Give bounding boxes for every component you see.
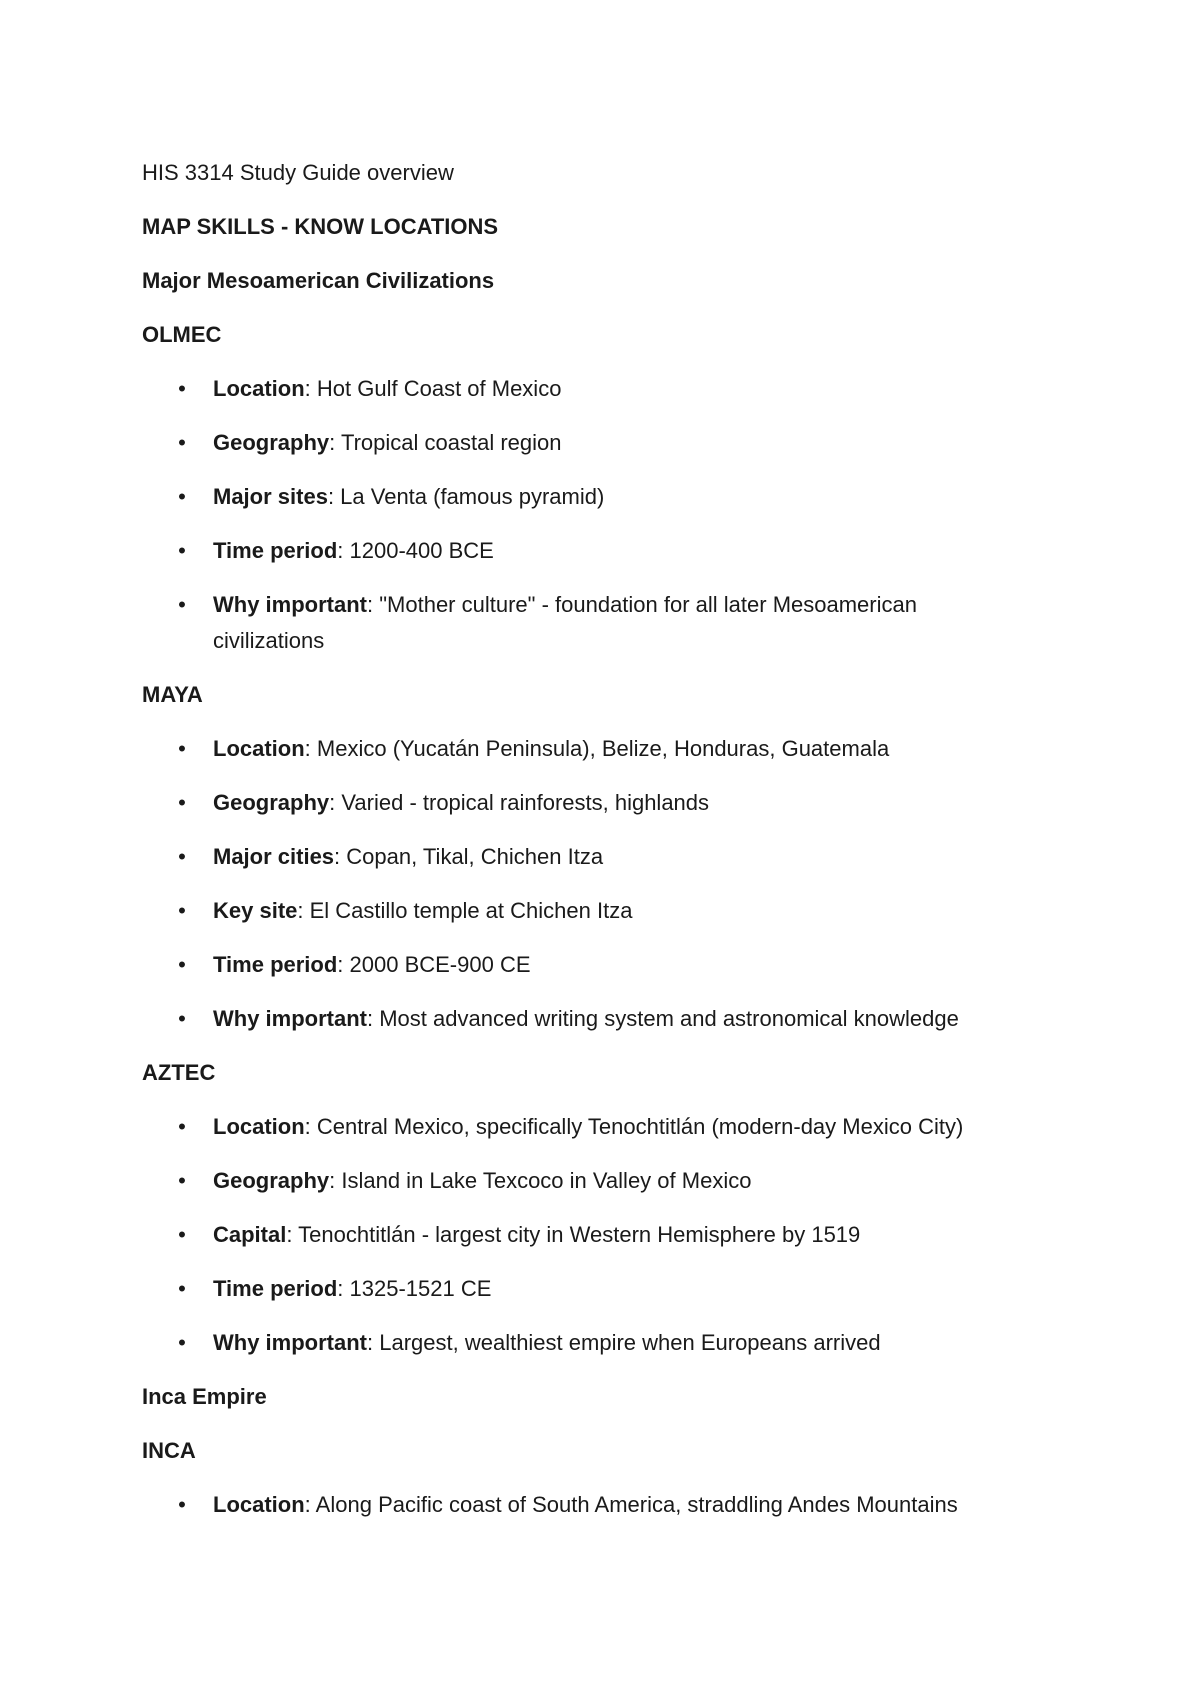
fact-key: Time period	[213, 952, 338, 977]
fact-value: : La Venta (famous pyramid)	[327, 484, 605, 509]
list-item	[142, 1163, 1022, 1199]
bullet-icon: •	[178, 736, 186, 761]
fact-key: Key site	[213, 898, 298, 923]
fact-key: Major sites	[213, 484, 328, 509]
fact-value: : Tropical coastal region	[329, 430, 562, 455]
fact-key: Time period	[213, 1276, 338, 1301]
fact-value: : Hot Gulf Coast of Mexico	[304, 376, 562, 401]
subsection-heading-inca-empire: Inca Empire	[142, 1384, 267, 1409]
bullet-icon: •	[178, 592, 186, 617]
fact-value: : Mexico (Yucatán Peninsula), Belize, Honduras, Guatemala	[304, 736, 890, 761]
list-item	[142, 947, 1022, 983]
fact-value: : Largest, wealthiest empire when Europeans arrived	[367, 1330, 881, 1355]
fact-key: Location	[213, 1492, 305, 1517]
fact-key: Why important	[213, 1330, 367, 1355]
list-item	[142, 785, 1022, 821]
list-item	[142, 1487, 1022, 1523]
civilization-heading-aztec: AZTEC	[142, 1060, 216, 1085]
bullet-icon: •	[178, 484, 186, 509]
subsection-heading-mesoamerican: Major Mesoamerican Civilizations	[142, 268, 495, 293]
bullet-icon: •	[178, 1276, 186, 1301]
list-item	[142, 587, 1022, 659]
bullet-icon: •	[178, 844, 186, 869]
document-body	[142, 155, 1022, 1541]
fact-value: : 2000 BCE-900 CE	[337, 952, 531, 977]
olmec-facts-list	[142, 371, 1022, 659]
list-item	[142, 1001, 1022, 1037]
list-item	[142, 1109, 1022, 1145]
civilization-heading-olmec: OLMEC	[142, 322, 222, 347]
fact-key: Location	[213, 736, 305, 761]
bullet-icon: •	[178, 430, 186, 455]
list-item	[142, 371, 1022, 407]
fact-key: Why important	[213, 1006, 367, 1031]
list-item	[142, 893, 1022, 929]
fact-key: Capital	[213, 1222, 287, 1247]
fact-value: : El Castillo temple at Chichen Itza	[297, 898, 633, 923]
fact-value: : 1325-1521 CE	[337, 1276, 492, 1301]
bullet-icon: •	[178, 1330, 186, 1355]
fact-key: Why important	[213, 592, 367, 617]
fact-key: Time period	[213, 538, 338, 563]
list-item	[142, 1325, 1022, 1361]
fact-key: Geography	[213, 430, 330, 455]
list-item	[142, 1217, 1022, 1253]
list-item	[142, 731, 1022, 767]
list-item	[142, 1271, 1022, 1307]
fact-value: : Island in Lake Texcoco in Valley of Mexico	[329, 1168, 752, 1193]
civilization-heading-maya: MAYA	[142, 682, 203, 707]
bullet-icon: •	[178, 1006, 186, 1031]
fact-value: : 1200-400 BCE	[337, 538, 494, 563]
list-item	[142, 533, 1022, 569]
section-heading-map-skills: MAP SKILLS - KNOW LOCATIONS	[142, 214, 499, 239]
bullet-icon: •	[178, 1222, 186, 1247]
document-title: HIS 3314 Study Guide overview	[142, 160, 454, 185]
fact-value: : "Mother culture" - foundation for all later Mesoamerican civilizations	[213, 592, 917, 653]
fact-value: : Central Mexico, specifically Tenochtitlán (modern-day Mexico City)	[304, 1114, 964, 1139]
civilization-heading-inca: INCA	[142, 1438, 196, 1463]
fact-key: Geography	[213, 1168, 330, 1193]
list-item	[142, 425, 1022, 461]
aztec-facts-list	[142, 1109, 1022, 1361]
bullet-icon: •	[178, 898, 186, 923]
fact-value: : Along Pacific coast of South America, straddling Andes Mountains	[304, 1492, 958, 1517]
bullet-icon: •	[178, 1168, 186, 1193]
list-item	[142, 839, 1022, 875]
inca-facts-list	[142, 1487, 1022, 1523]
bullet-icon: •	[178, 376, 186, 401]
maya-facts-list	[142, 731, 1022, 1037]
list-item	[142, 479, 1022, 515]
bullet-icon: •	[178, 1114, 186, 1139]
fact-value: : Most advanced writing system and astronomical knowledge	[367, 1006, 959, 1031]
fact-key: Geography	[213, 790, 330, 815]
fact-value: : Copan, Tikal, Chichen Itza	[334, 844, 604, 869]
fact-value: : Tenochtitlán - largest city in Western Hemisphere by 1519	[286, 1222, 861, 1247]
fact-key: Major cities	[213, 844, 335, 869]
fact-key: Location	[213, 376, 305, 401]
bullet-icon: •	[178, 1492, 186, 1517]
bullet-icon: •	[178, 790, 186, 815]
fact-value: : Varied - tropical rainforests, highlands	[329, 790, 710, 815]
bullet-icon: •	[178, 952, 186, 977]
bullet-icon: •	[178, 538, 186, 563]
fact-key: Location	[213, 1114, 305, 1139]
